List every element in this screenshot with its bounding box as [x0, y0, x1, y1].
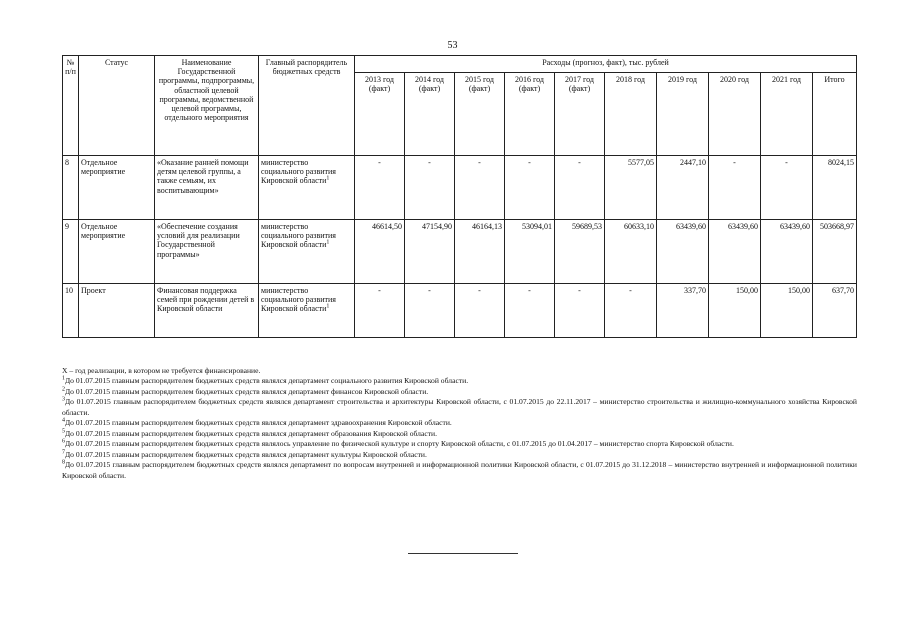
- row-name: Финансовая поддержка семей при рождении детей в Кировской области: [155, 284, 259, 338]
- table-row: [63, 156, 857, 220]
- footnote-number: 7: [62, 449, 65, 456]
- footnote: [62, 387, 857, 397]
- footnote-ref: 1: [326, 175, 330, 182]
- budget-table: [62, 55, 857, 338]
- footnote: [62, 366, 857, 376]
- footnote-text: До 01.07.2015 главным распорядителем бюджетных средств являлось управление по физической культуре и спорту Кировской области, с 01.07.2015 до 01.04.2017 – министерство спорта Кировской области.: [65, 439, 734, 449]
- cell-value: 47154,90: [405, 220, 455, 284]
- cell-value: 53094,01: [505, 220, 555, 284]
- footnote-number: 1: [62, 375, 65, 382]
- row-manager: [259, 156, 355, 220]
- row-status: Отдельное мероприятие: [79, 156, 155, 220]
- footnote-text: До 01.07.2015 главным распорядителем бюджетных средств являлся департамент по вопросам внутренней и информационной политики Кировской области, с 01.07.2015 до 31.12.2018 – министерство внутренней и информационной политики Кировской области.: [62, 460, 857, 480]
- footnote-text: До 01.07.2015 главным распорядителем бюджетных средств являлся департамент финансов Кировской области.: [65, 386, 429, 396]
- footnote-text: До 01.07.2015 главным распорядителем бюджетных средств являлся департамент здравоохранения Кировской области.: [65, 418, 452, 428]
- cell-value: -: [455, 284, 505, 338]
- cell-value: -: [355, 156, 405, 220]
- footnote: [62, 439, 857, 449]
- footnotes: [62, 366, 857, 481]
- cell-value: 60633,10: [605, 220, 657, 284]
- cell-value: -: [355, 284, 405, 338]
- footnote-number: 6: [62, 438, 65, 445]
- manager-text: министерство социального развития Кировской области: [261, 158, 336, 186]
- footnote-number: 3: [62, 396, 65, 403]
- row-num: 9: [63, 220, 79, 284]
- row-num: 8: [63, 156, 79, 220]
- footnote-number: 2: [62, 386, 65, 393]
- footnote: [62, 460, 857, 481]
- cell-value: 63439,60: [657, 220, 709, 284]
- cell-value: -: [761, 156, 813, 220]
- header-manager: Главный распорядитель бюджетных средств: [259, 56, 355, 156]
- cell-total: 637,70: [813, 284, 857, 338]
- footnote-number: 8: [62, 459, 65, 466]
- header-year: 2020 год: [709, 73, 761, 156]
- cell-value: 63439,60: [709, 220, 761, 284]
- row-name: «Оказание ранней помощи детям целевой группы, а также семьям, их воспитывающим»: [155, 156, 259, 220]
- cell-total: 503668,97: [813, 220, 857, 284]
- cell-value: 150,00: [709, 284, 761, 338]
- footnote-ref: 1: [326, 303, 330, 310]
- cell-value: 150,00: [761, 284, 813, 338]
- cell-value: 63439,60: [761, 220, 813, 284]
- header-year: 2018 год: [605, 73, 657, 156]
- header-num: № п/п: [63, 56, 79, 156]
- footnote-text: До 01.07.2015 главным распорядителем бюджетных средств являлся департамент культуры Кировской области.: [65, 449, 427, 459]
- cell-value: -: [505, 284, 555, 338]
- row-manager: [259, 220, 355, 284]
- header-year: 2019 год: [657, 73, 709, 156]
- cell-value: -: [405, 284, 455, 338]
- table-row: [63, 284, 857, 338]
- footnote: [62, 429, 857, 439]
- cell-value: 59689,53: [555, 220, 605, 284]
- header-year: 2016 год (факт): [505, 73, 555, 156]
- footnote-text: До 01.07.2015 главным распорядителем бюджетных средств являлся департамент образования Кировской области.: [65, 428, 437, 438]
- cell-value: -: [605, 284, 657, 338]
- footnote-number: 4: [62, 417, 65, 424]
- cell-value: 46164,13: [455, 220, 505, 284]
- cell-value: -: [405, 156, 455, 220]
- footnote: [62, 418, 857, 428]
- cell-value: 5577,05: [605, 156, 657, 220]
- cell-value: 2447,10: [657, 156, 709, 220]
- cell-value: 337,70: [657, 284, 709, 338]
- header-total: Итого: [813, 73, 857, 156]
- header-expenses: Расходы (прогноз, факт), тыс. рублей: [355, 56, 857, 73]
- cell-total: 8024,15: [813, 156, 857, 220]
- manager-text: министерство социального развития Кировской области: [261, 286, 336, 314]
- footnote-text: X – год реализации, в котором не требуется финансирование.: [62, 366, 261, 375]
- header-year: 2017 год (факт): [555, 73, 605, 156]
- row-num: 10: [63, 284, 79, 338]
- header-row-top: [63, 56, 857, 73]
- footnote-text: До 01.07.2015 главным распорядителем бюджетных средств являлся департамент строительства и архитектуры Кировской области, с 01.07.2015 до 22.11.2017 – министерство строительства и жилищно-коммунального хозяйства Кировской области.: [62, 397, 857, 417]
- footnote: [62, 376, 857, 386]
- header-year: 2014 год (факт): [405, 73, 455, 156]
- page-number: 53: [447, 40, 458, 51]
- table-row: [63, 220, 857, 284]
- footnote-text: До 01.07.2015 главным распорядителем бюджетных средств являлся департамент социального развития Кировской области.: [65, 376, 469, 386]
- cell-value: -: [455, 156, 505, 220]
- header-year: 2015 год (факт): [455, 73, 505, 156]
- cell-value: -: [555, 284, 605, 338]
- header-year: 2013 год (факт): [355, 73, 405, 156]
- header-year: 2021 год: [761, 73, 813, 156]
- manager-text: министерство социального развития Кировской области: [261, 222, 336, 250]
- header-name: Наименование Государственной программы, подпрограммы, областной целевой программы, ведомственной целевой программы, отдельного мероприятия: [155, 56, 259, 156]
- row-status: Проект: [79, 284, 155, 338]
- footnote: [62, 397, 857, 418]
- footnote-ref: 1: [326, 239, 330, 246]
- cell-value: -: [555, 156, 605, 220]
- footnote-number: 5: [62, 428, 65, 435]
- row-status: Отдельное мероприятие: [79, 220, 155, 284]
- cell-value: -: [709, 156, 761, 220]
- footnote: [62, 450, 857, 460]
- header-status: Статус: [79, 56, 155, 156]
- row-name: «Обеспечение создания условий для реализации Государственной программы»: [155, 220, 259, 284]
- cell-value: -: [505, 156, 555, 220]
- separator-line: [408, 553, 518, 554]
- cell-value: 46614,50: [355, 220, 405, 284]
- row-manager: [259, 284, 355, 338]
